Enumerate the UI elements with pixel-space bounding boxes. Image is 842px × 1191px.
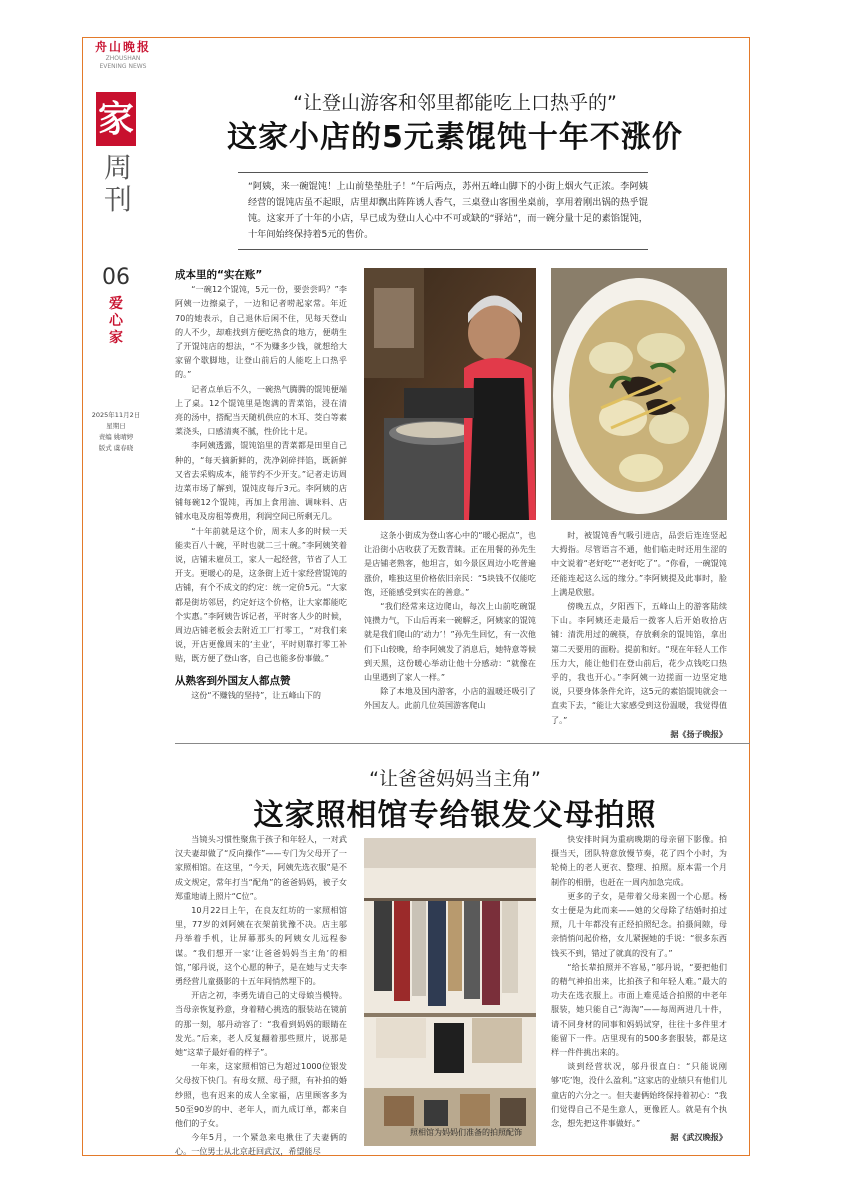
story2-column-3 [551,832,727,1144]
story1-subhead-1: 成本里的“实在账” [175,269,263,281]
paragraph: 时，被馄饨香气吸引进店，品尝后连连竖起大拇指。尽管语言不通，他们临走时还用生涩的中文说着“老好吃”“老好吃了”。“你看，一碗馄饨还能连起这么远的缘分。”李阿姨提及此事时，脸上满是欣慰。 [551,530,727,597]
paragraph: 这条小街成为登山客心中的“暖心据点”，也让沿街小店收获了无数青睐。正在用餐的孙先生是店铺老熟客，他坦言，如今景区周边小吃普遍涨价，唯独这里价格依旧亲民：“5块钱不仅能吃饱，还能感受到实在的善意。” [364,530,536,597]
editor: 责编 姚晴婷 [98,433,134,441]
story2-column-1 [175,832,347,1159]
issue-info [86,410,146,454]
woman-cooking-photo [364,268,536,520]
paragraph: “一碗12个馄饨，5元一份，要尝尝吗？”李阿姨一边擦桌子，一边和记者唠起家常。年近70的她表示，自己退休后闲不住，见每天登山的人不少，却难找到方便吃热食的地方，便萌生了开馄饨店的想法，“不为赚多少钱，就想给大家留个歇脚地，让登山前后的人能吃上口热乎的。” [175,284,347,380]
section-mark: 家 [96,92,136,146]
logo-sub2: EVENING NEWS [99,63,147,70]
paragraph: 谈到经营状况，邬丹很直白：“只能说刚够‘吃’饱，没什么盈利。”这家店的业绩只有他们儿童店的六分之一。但夫妻俩始终保持着初心：“我们觉得自己不是生意人，更像匠人。就是有个执念，想先把这件事做好。” [551,1061,727,1129]
issue-weekday: 星期日 [106,422,126,430]
story1-column-2 [364,528,536,713]
paragraph: 快安排时间为重病晚期的母亲留下影像。拍摄当天，团队特意放慢节奏，花了四个小时，为轮椅上的老人更衣、整理、拍照。原本需一个月制作的相册，也赶在一周内加急完成。 [551,834,727,887]
paragraph: 10月22日上午，在良友红坊的一家照相馆里，77岁的刘阿姨在衣架前犹豫不决。店主邬丹举着手机，让屏幕那头的阿姨女儿远程参谋。“我们想开一家‘让爸爸妈妈当主角’的相馆，”邬丹说，这个心愿的种子，是在她与丈夫李勇经营儿童摄影的十五年间悄然埋下的。 [175,905,347,987]
story1-column-1 [175,268,347,702]
logo-sub1: ZHOUSHAN [105,55,141,62]
photo-studio-clothing-photo [364,838,536,1146]
wonton-bowl-photo [551,268,727,520]
paragraph: 今年5月，一个紧急来电揪住了夫妻俩的心。一位男士从北京赶回武汉，希望能尽 [175,1132,347,1157]
story1-lead: “阿姨，来一碗馄饨！上山前垫垫肚子！”午后两点，苏州五峰山脚下的小街上烟火气正浓。李阿姨经营的馄饨店虽不起眼，店里却飘出阵阵诱人香气，三桌登山客围坐桌前，享用着刚出锅的热乎馄饨。这家开了十年的小店，早已成为登山人心中不可或缺的“驿站”，而一碗分量十足的素馅馄饨，十年间始终保持着5元的售价。 [238,172,648,250]
masthead [88,38,158,71]
story1-credit: 据《扬子晚报》 [670,728,727,739]
paragraph: 李阿姨透露，馄饨馅里的青菜都是田里自己种的，“每天摘新鲜的，洗净剁碎拌馅，既新鲜又省去采购成本，能节约不少开支。”记者走访周边菜市场了解到，馄饨皮每斤3元。李阿姨的店铺每碗12个馄饨，再加上食用油、调味料、店铺水电及房租等费用，利润空间已所剩无几。 [175,440,347,522]
paragraph: 一年来，这家照相馆已为超过1000位银发父母按下快门。有母女照、母子照，有补拍的婚纱照，也有迟来的成人全家福，店里顾客多为50至90岁的中、老年人，而九成订单，都来自他们的子女。 [175,1061,347,1129]
paragraph: 傍晚五点，夕阳西下，五峰山上的游客陆续下山。李阿姨还走最后一拨客人后开始收拾店铺：清洗用过的碗筷，存放剩余的馄饨馅，拿出第二天要用的面粉。提前和好。“现在年轻人工作压力大，能让他们在登山前后，花少点钱吃口热乎的，我也开心。”李阿姨一边搓面一边坚定地说，只要身体条件允许，这5元的素馅馄饨就会一直卖下去，“能让大家感受到这份温暖，我觉得值了。” [551,601,727,725]
paragraph: 除了本地及国内游客，小店的温暖还吸引了外国友人。此前几位英国游客爬山 [364,686,536,711]
story1-kicker: “让登山游客和邻里都能吃上口热乎的” [293,92,617,114]
paragraph: “我们经常来这边爬山，每次上山前吃碗馄饨攒力气，下山后再来一碗解乏，阿姨家的馄饨就是我们爬山的‘动力’！”孙先生回忆，有一次他们下山较晚，给李阿姨发了消息后，她特意等候到天黑，这份暖心举动让他十分感动：“就像在山里遇到了家人一样。” [364,601,536,683]
story1-headline: 这家小店的5元素馄饨十年不涨价 [227,120,683,155]
section-title: 周刊 [104,151,133,216]
paragraph: 当镜头习惯性聚焦于孩子和年轻人，一对武汉夫妻却做了“反向操作”——专门为父母开了一家照相馆。在这里，“今天，阿姨先选衣服”是不成文规定，常年打当“配角”的爸爸妈妈，被子女郑重地请上照片“C位”。 [175,834,347,901]
paragraph: “给长辈拍照并不容易，”邬丹说，“要把他们的精气神拍出来，比拍孩子和年轻人难。”最大的功夫在选衣服上。市面上难觅适合拍照的中老年服装，她只能自己“海淘”——每周两进几十件，请不同身材的同事和妈妈试穿，往往十多件里才能留下一件。店里现有的500多套服装，都是这样一件件挑出来的。 [551,961,727,1058]
story1-subhead-2: 从熟客到外国友人都点赞 [175,674,291,687]
paragraph: 这份“不赚钱的坚持”，让五峰山下的 [191,689,321,700]
story2-headline: 这家照相馆专给银发父母拍照 [253,798,657,833]
story2-kicker: “让爸爸妈妈当主角” [369,768,541,790]
story2-credit: 据《武汉晚报》 [670,1132,727,1143]
issue-date: 2025年11月2日 [91,411,141,419]
section-name: 爱心家 [109,296,123,346]
paragraph: 更多的子女，是带着父母来圆一个心愿。杨女士便是为此而来——她的父母除了结婚时拍过照，几十年都没有正经拍照纪念。拍摄间隙，母亲悄悄问起价格，女儿紧握她的手说：“很多东西钱买不到，错过了就真的没有了。” [551,890,727,958]
paragraph: 记者点单后不久，一碗热气腾腾的馄饨便端上了桌。12个馄饨里是饱满的青菜馅，浸在清亮的汤中，搭配当天随机供应的木耳、茭白等素菜浇头，口感清爽不腻，性价比十足。 [175,383,347,437]
newspaper-logo: 舟山晚报 [94,40,151,54]
story1-column-3 [551,528,727,741]
designer: 版式 虞春晓 [98,444,134,452]
page-number: 06 [102,265,130,290]
story-divider [175,743,750,744]
paragraph: “十年前就是这个价，周末人多的时候一天能卖百八十碗，平时也就二三十碗。”李阿姨笑着说，店铺未雇员工，家人一起经营，节省了人工开支。更暖心的是，这条街上近十家经营馄饨的店铺，有个不成文的约定：统一定价5元。“大家都是街坊邻居，约定好这个价格，让大家都能吃个实惠。”李阿姨告诉记者，平时客人少的时候，周边店铺老板会去附近工厂打零工，“对我们来说，开店更像周末的‘主业’，平时则靠打零工补贴，既方便了登山客，自己也能多份事做。” [175,525,347,664]
paragraph: 开店之初，李勇先请自己的丈母娘当模特。当母亲恢复矜意，身着精心挑选的服装站在镜前的那一刻，邬丹动容了：“我看到妈妈的眼睛在发光。”后来，老人反复翻着那些照片，说那是她“这辈子最好看的样子”。 [175,990,347,1058]
story2-photo-caption: 照相馆为妈妈们准备的拍照配饰 [410,1128,522,1137]
